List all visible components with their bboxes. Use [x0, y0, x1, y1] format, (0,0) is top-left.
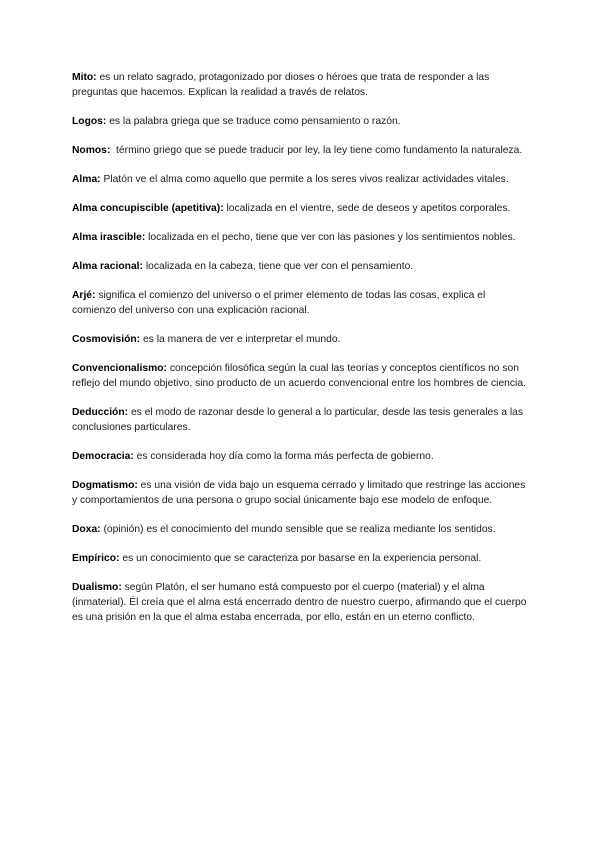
glossary	[72, 70, 532, 639]
term-label: Mito:	[72, 72, 97, 83]
glossary-entry-dogmatismo	[72, 478, 532, 508]
glossary-entry-alma-irascible	[72, 230, 532, 245]
term-definition: según Platón, el ser humano está compuesto por el cuerpo (material) y el alma (inmaterial). Él creía que el alma está encerrado dentro de nuestro cuerpo, afirmando que el cuerpo es una prisión en la que el alma estaba encerrada, por ello, están en un eterno conflicto.	[72, 582, 527, 623]
glossary-entry-dualismo	[72, 580, 532, 625]
term-label: Alma racional:	[72, 261, 143, 272]
term-label: Dogmatismo:	[72, 480, 138, 491]
term-definition: término griego que se puede traducir por ley, la ley tiene como fundamento la naturaleza.	[110, 145, 523, 156]
glossary-entry-logos	[72, 114, 532, 129]
term-label: Alma:	[72, 174, 101, 185]
term-definition: es el modo de razonar desde lo general a lo particular, desde las tesis generales a las conclusiones particulares.	[72, 407, 524, 433]
term-label: Arjé:	[72, 290, 96, 301]
glossary-entry-alma-concupiscible	[72, 201, 532, 216]
glossary-entry-nomos	[72, 143, 532, 158]
term-label: Logos:	[72, 116, 107, 127]
glossary-entry-arje	[72, 288, 532, 318]
term-definition: es la manera de ver e interpretar el mundo.	[140, 334, 341, 345]
glossary-entry-mito	[72, 70, 532, 100]
term-label: Deducción:	[72, 407, 129, 418]
term-definition: Platón ve el alma como aquello que permite a los seres vivos realizar actividades vitales.	[100, 174, 509, 185]
term-definition: es la palabra griega que se traduce como pensamiento o razón.	[106, 116, 401, 127]
term-label: Cosmovisión:	[72, 334, 141, 345]
term-definition: es una visión de vida bajo un esquema cerrado y limitado que restringe las acciones y comportamientos de una persona o grupo social únicamente bajo ese modelo de enfoque.	[72, 480, 526, 506]
glossary-entry-alma	[72, 172, 532, 187]
term-label: Empírico:	[72, 553, 120, 564]
glossary-entry-democracia	[72, 449, 532, 464]
glossary-entry-deduccion	[72, 405, 532, 435]
term-definition: (opinión) es el conocimiento del mundo sensible que se realiza mediante los sentidos.	[100, 524, 496, 535]
term-definition: localizada en el vientre, sede de deseos y apetitos corporales.	[223, 203, 511, 214]
term-label: Convencionalismo:	[72, 363, 167, 374]
glossary-entry-convencionalismo	[72, 361, 532, 391]
glossary-entry-cosmovision	[72, 332, 532, 347]
glossary-entry-empirico	[72, 551, 532, 566]
term-label: Nomos:	[72, 145, 111, 156]
term-label: Alma concupiscible (apetitiva):	[72, 203, 224, 214]
term-definition: es considerada hoy día como la forma más perfecta de gobierno.	[133, 451, 434, 462]
term-definition: localizada en la cabeza, tiene que ver con el pensamiento.	[142, 261, 414, 272]
term-label: Alma irascible:	[72, 232, 146, 243]
glossary-entry-alma-racional	[72, 259, 532, 274]
glossary-entry-doxa	[72, 522, 532, 537]
term-definition: significa el comienzo del universo o el primer elemento de todas las cosas, explica el comienzo del universo con una explicación racional.	[72, 290, 486, 316]
term-label: Democracia:	[72, 451, 134, 462]
term-label: Dualismo:	[72, 582, 122, 593]
term-label: Doxa:	[72, 524, 101, 535]
term-definition: concepción filosófica según la cual las teorías y conceptos científicos no son reflejo del mundo objetivo, sino producto de un acuerdo convencional entre los hombres de ciencia.	[72, 363, 526, 389]
term-definition: es un relato sagrado, protagonizado por dioses o héroes que trata de responder a las preguntas que hacemos. Explican la realidad a través de relatos.	[72, 72, 490, 98]
term-definition: localizada en el pecho, tiene que ver con las pasiones y los sentimientos nobles.	[145, 232, 516, 243]
term-definition: es un conocimiento que se caracteriza por basarse en la experiencia personal.	[119, 553, 482, 564]
